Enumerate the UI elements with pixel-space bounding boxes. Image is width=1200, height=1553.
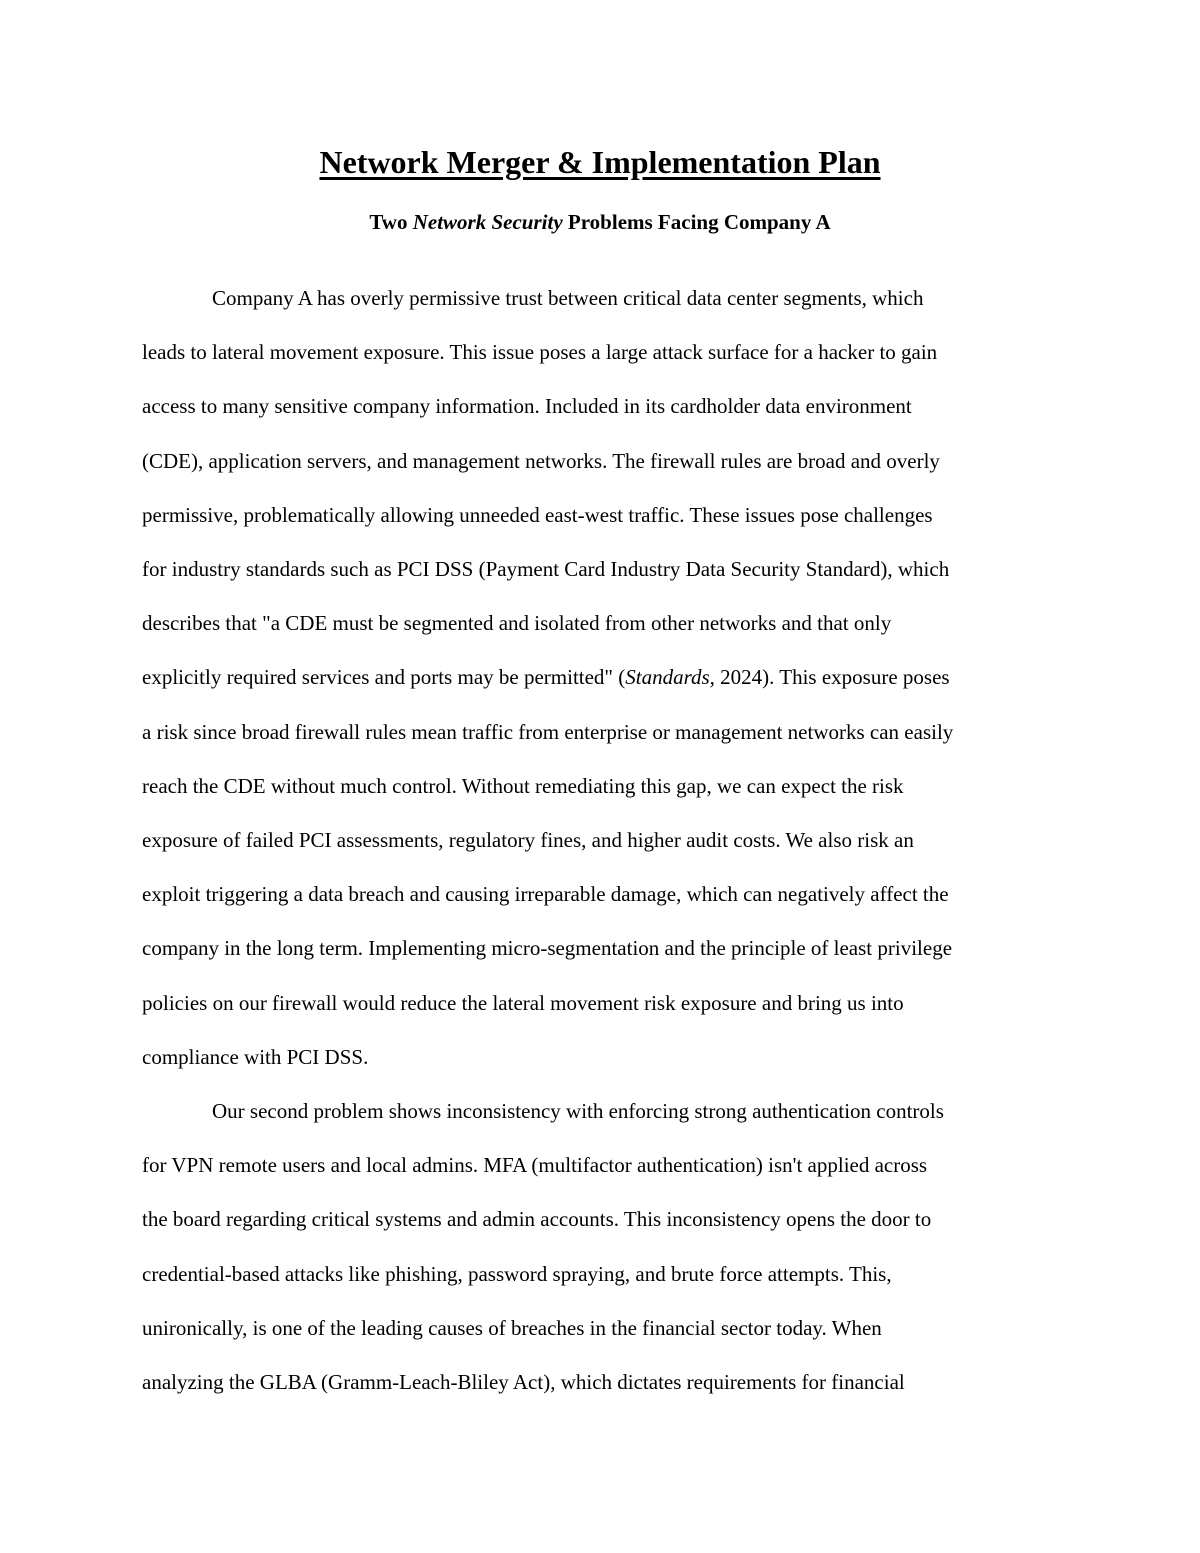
text-line: compliance with PCI DSS. <box>142 1044 369 1069</box>
text-line: reach the CDE without much control. Without remediating this gap, we can expect the risk <box>142 773 904 798</box>
text-line: (CDE), application servers, and management networks. The firewall rules are broad and overly <box>142 448 940 473</box>
text-line: analyzing the GLBA (Gramm-Leach-Bliley Act), which dictates requirements for financial <box>142 1370 905 1395</box>
text-line: Company A has overly permissive trust between critical data center segments, which <box>212 286 924 310</box>
text-line: permissive, problematically allowing unneeded east-west traffic. These issues pose challenges <box>142 502 933 527</box>
text-line: leads to lateral movement exposure. This issue poses a large attack surface for a hacker to gain <box>142 340 938 365</box>
paragraph-1 <box>142 271 1058 1084</box>
text-line: unironically, is one of the leading causes of breaches in the financial sector today. When <box>142 1315 882 1340</box>
text-line: describes that "a CDE must be segmented and isolated from other networks and that only <box>142 611 892 636</box>
citation-line <box>142 650 1058 704</box>
citation-source: Standards <box>625 665 710 690</box>
text-line: policies on our firewall would reduce the lateral movement risk exposure and bring us into <box>142 990 904 1015</box>
section-heading-emphasis: Network Security <box>412 210 563 234</box>
text-line: credential-based attacks like phishing, password spraying, and brute force attempts. This, <box>142 1261 892 1286</box>
text-line: exploit triggering a data breach and causing irreparable damage, which can negatively affect the <box>142 882 949 907</box>
text-line: for industry standards such as PCI DSS (Payment Card Industry Data Security Standard), which <box>142 557 950 582</box>
text-line: company in the long term. Implementing micro-segmentation and the principle of least privilege <box>142 936 953 961</box>
paragraph-2 <box>142 1084 1058 1409</box>
text-line: for VPN remote users and local admins. MFA (multifactor authentication) isn't applied across <box>142 1153 928 1178</box>
text-line: Our second problem shows inconsistency with enforcing strong authentication controls <box>212 1099 944 1124</box>
citation-line-before: explicitly required services and ports may be permitted" ( <box>142 665 626 690</box>
text-line: the board regarding critical systems and admin accounts. This inconsistency opens the door to <box>142 1207 932 1232</box>
body-text <box>142 271 1058 1409</box>
section-heading-prefix: Two <box>369 210 413 234</box>
page-title: Network Merger & Implementation Plan <box>319 144 881 180</box>
section-heading <box>0 206 1200 238</box>
section-heading-suffix: Problems Facing Company A <box>562 210 831 234</box>
text-line: access to many sensitive company information. Included in its cardholder data environment <box>142 394 912 419</box>
citation-line-after: , 2024). This exposure poses <box>709 665 950 690</box>
text-line: exposure of failed PCI assessments, regulatory fines, and higher audit costs. We also risk an <box>142 828 914 853</box>
text-line: a risk since broad firewall rules mean traffic from enterprise or management networks can easily <box>142 719 954 744</box>
